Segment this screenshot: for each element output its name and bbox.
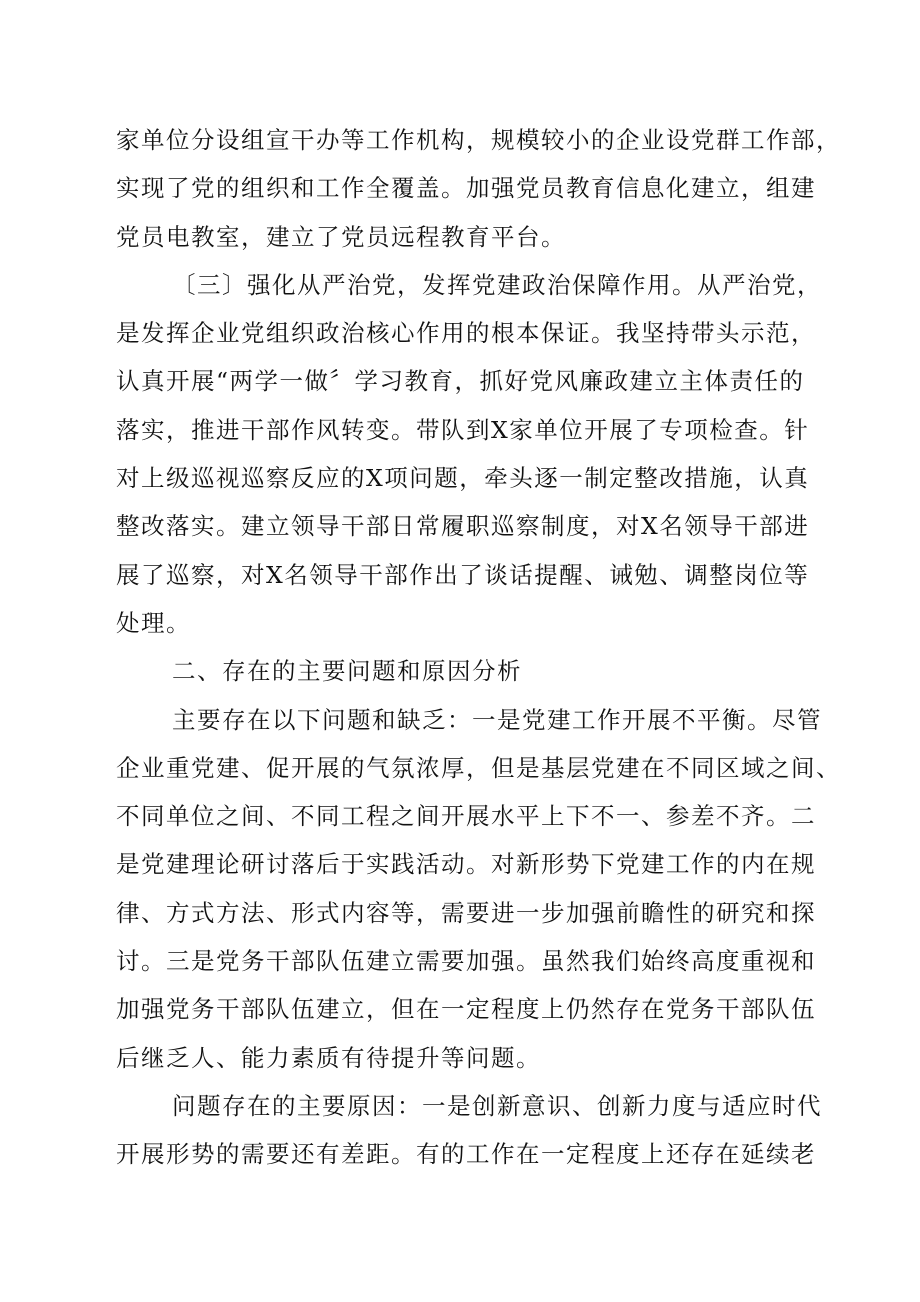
text-line: 开展形势的需要还有差距。有的工作在一定程度上还存在延续老 [116, 1140, 816, 1169]
text-line: 问题存在的主要原因：一是创新意识、创新力度与适应时代 [172, 1091, 822, 1120]
text-line: 是党建理论研讨落后于实践活动。对新形势下党建工作的内在规 [116, 850, 816, 879]
paragraph-strict-party-governance [116, 261, 826, 647]
text-line: 处理。 [116, 608, 191, 637]
text-line: 整改落实。建立领导干部日常履职巡察制度，对X名领导干部进 [116, 512, 810, 541]
text-line: 实现了党的组织和工作全覆盖。加强党员教育信息化建立，组建 [116, 174, 816, 203]
heading-text: 二、存在的主要问题和原因分析 [172, 657, 522, 686]
text-line: 企业重党建、促开展的气氛浓厚，但是基层党建在不同区域之间、 [116, 753, 841, 782]
document-body [116, 116, 841, 1179]
section-heading [116, 647, 826, 695]
text-line: 后继乏人、能力素质有待提升等问题。 [116, 1043, 541, 1072]
paragraph-main-causes [116, 1082, 826, 1179]
text-line: 讨。三是党务干部队伍建立需要加强。虽然我们始终高度重视和 [116, 947, 816, 976]
text-line: 加强党务干部队伍建立，但在一定程度上仍然存在党务干部队伍 [116, 995, 816, 1024]
text-line: 是发挥企业党组织政治核心作用的根本保证。我坚持带头示范， [116, 319, 816, 348]
text-line: 家单位分设组宣干办等工作机构，规模较小的企业设党群工作部， [116, 126, 841, 154]
paragraph-continuation [116, 116, 841, 261]
text-line: 党员电教室，建立了党员远程教育平台。 [116, 222, 566, 251]
text-line: 认真开展“两学一做〞学习教育，抓好党风廉政建立主体责任的 [116, 367, 805, 396]
text-line: 不同单位之间、不同工程之间开展水平上下不一、参差不齐。二 [116, 802, 816, 831]
paragraph-main-problems [116, 696, 841, 1082]
text-line: 展了巡察，对X名领导干部作出了谈话提醒、诫勉、调整岗位等 [116, 560, 810, 589]
text-line: 律、方式方法、形式内容等，需要进一步加强前瞻性的研究和探 [116, 898, 816, 927]
text-line: 对上级巡视巡察反应的X项问题，牵头逐一制定整改措施，认真 [116, 464, 810, 493]
text-line: 〔三〕强化从严治党，发挥党建政治保障作用。从严治党， [172, 270, 822, 299]
text-line: 主要存在以下问题和缺乏：一是党建工作开展不平衡。尽管 [172, 705, 822, 734]
text-line: 落实，推进干部作风转变。带队到X家单位开展了专项检查。针 [116, 415, 810, 444]
